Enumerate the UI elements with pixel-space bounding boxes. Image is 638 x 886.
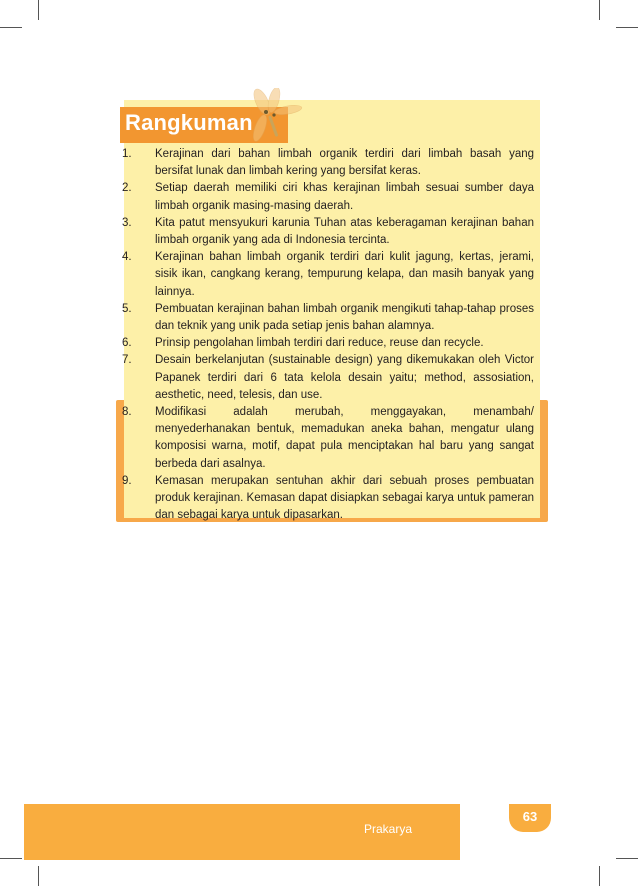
footer-bar-edge [440, 804, 460, 860]
crop-mark [0, 858, 22, 859]
crop-mark [38, 866, 39, 886]
list-item: 1. Kerajinan dari bahan limbah organik terdiri dari limbah basah yang bersifat lunak dan limbah kering yang bersifat keras. [122, 148, 534, 178]
list-item: 9. Kemasan merupakan sentuhan akhir dari sebuah proses pembuatan produk kerajinan. Kemasan dapat disiapkan sebagai karya untuk pameran dan sebagai karya untuk dipasarkan. [122, 474, 534, 522]
section-title: Rangkuman [125, 110, 253, 135]
crop-mark [599, 0, 600, 20]
list-item: 6. Prinsip pengolahan limbah terdiri dari reduce, reuse dan recycle. [122, 337, 484, 350]
list-item: 3. Kita patut mensyukuri karunia Tuhan atas keberagaman kerajinan bahan limbah organik yang ada di Indonesia tercinta. [122, 216, 534, 247]
crop-mark [599, 866, 600, 886]
dragonfly-icon [244, 88, 304, 144]
list-item: 4. Kerajinan bahan limbah organik terdiri dari kulit jagung, kertas, jerami, sisik ikan, cangkang kerang, tempurung kelapa, dan masih banyak yang lainnya. [122, 251, 534, 298]
list-item: 8. Modifikasi adalah merubah, menggayakan, menambah/ menyederhanakan bentuk, memadukan aneka bahan, mengatur ulang komposisi warna, motif, dapat pula menciptakan hal baru yang sangat berbeda dari asalnya. [122, 406, 534, 470]
page-number: 63 [522, 809, 538, 824]
list-item: 2. Setiap daerah memiliki ciri khas kerajinan limbah sesuai sumber daya limbah organik masing-masing daerah. [122, 182, 534, 212]
crop-mark [0, 27, 22, 28]
footer-subject: Prakarya [364, 822, 413, 836]
summary-list [122, 146, 534, 524]
crop-mark [38, 0, 39, 20]
list-item: 5. Pembuatan kerajinan bahan limbah organik mengikuti tahap-tahap proses dan teknik yang unik pada setiap jenis bahan alamnya. [122, 302, 534, 333]
crop-mark [616, 27, 638, 28]
crop-mark [616, 858, 638, 859]
list-item: 7. Desain berkelanjutan (sustainable design) yang dikemukakan oleh Victor Papanek terdiri dari 6 tata kelola desain yaitu; method, assosiation, aesthetic, need, telesis, dan use. [122, 354, 534, 401]
